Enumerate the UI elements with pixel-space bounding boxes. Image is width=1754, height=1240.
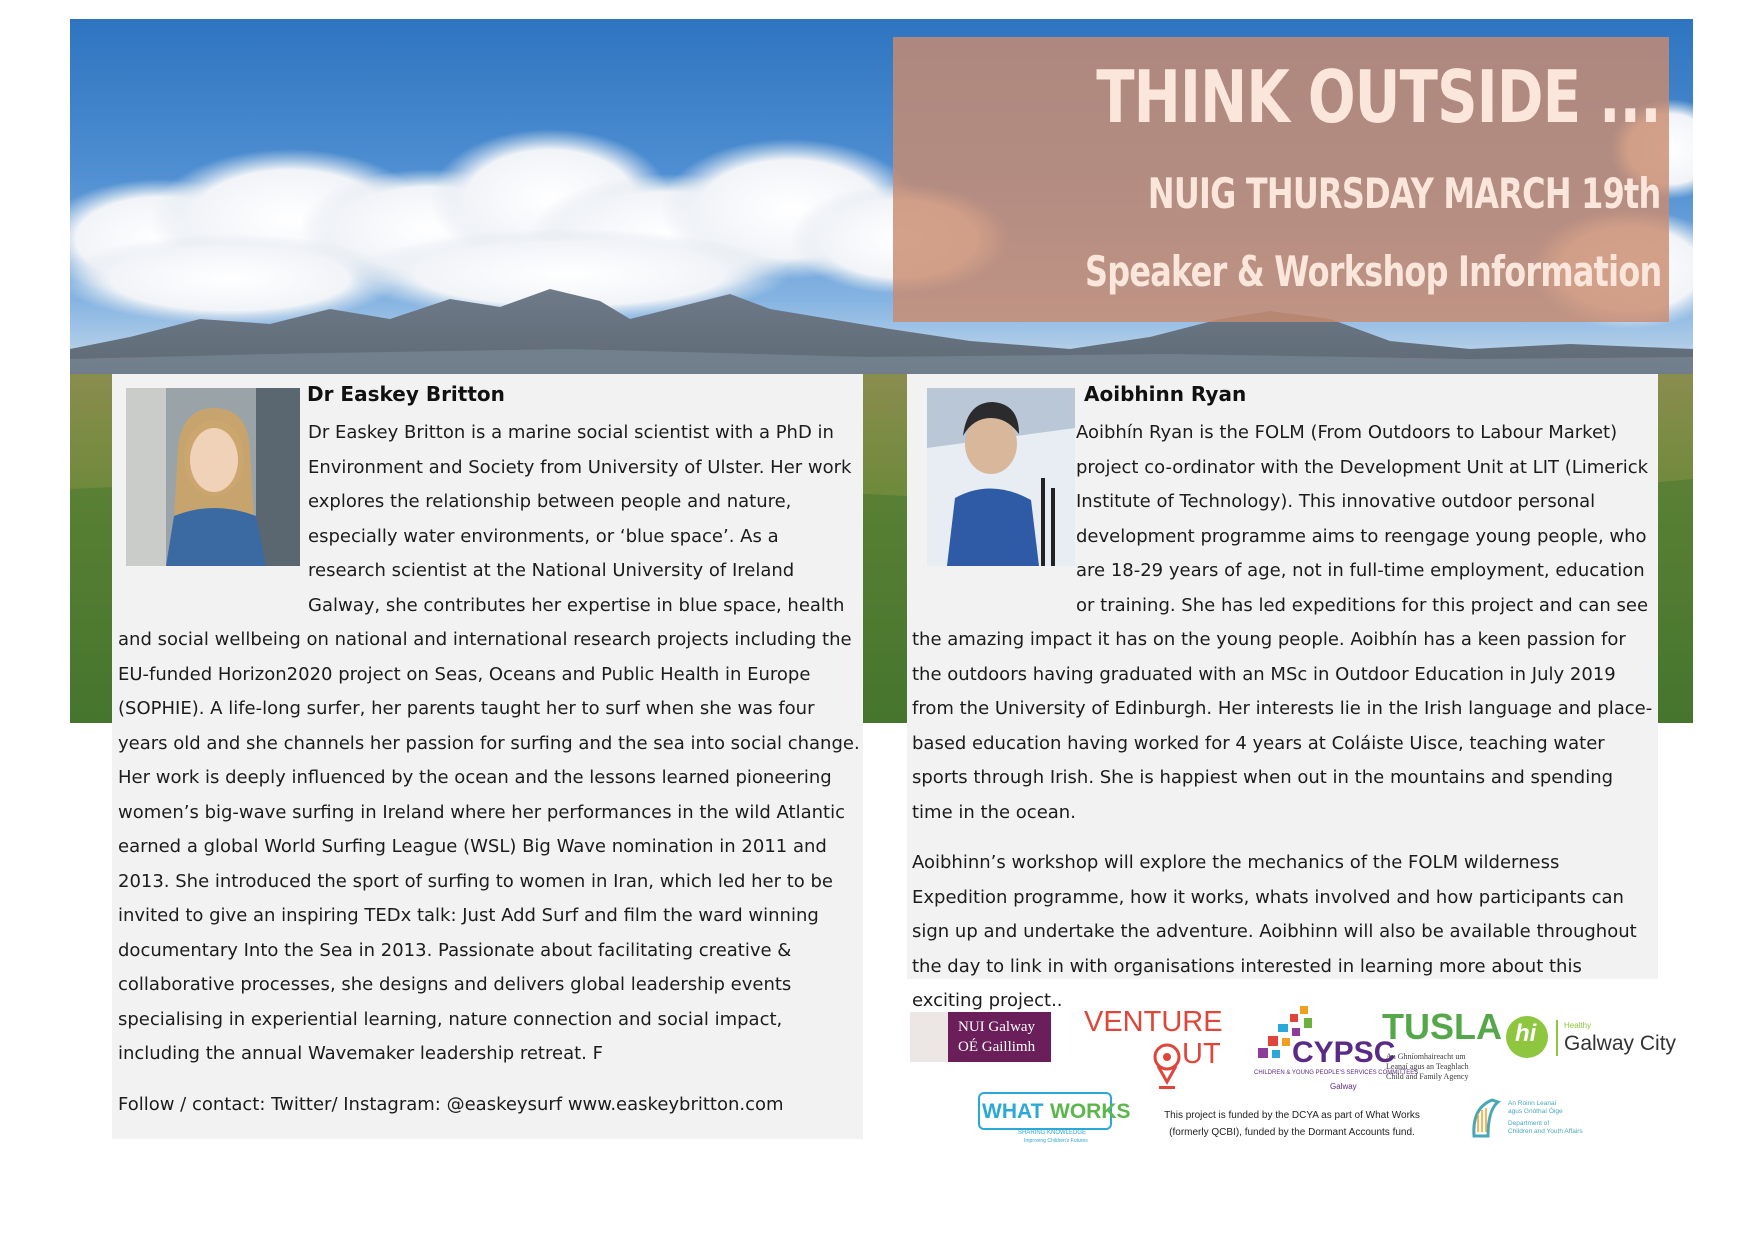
bio-paragraph: Aoibhín Ryan is the FOLM (From Outdoors to Labour Market) project co-ordinator with the Development Unit at LIT (Limerick Institute of Technology). This innovative outdoor personal development programme aims to reengage young people, who are 18-29 years of age, not in full-time employment, education or training. She has led expeditions for this project and can see the amazing impact it has on the young people. Aoibhín has a keen passion for the outdoors having graduated with an MSc in Outdoor Education in July 2019 from the University of Edinburgh. Her interests lie in the Irish language and place-based education having worked for 4 years at Coláiste Uisce, teaching water sports through Irish. She is happiest when out in the mountains and spending time in the ocean.	[912, 422, 1653, 823]
speaker-card-easkey-britton	[112, 374, 863, 1139]
speaker-name: Aoibhinn Ryan	[1084, 382, 1247, 406]
cypsc-logo: CYPSC CHILDREN & YOUNG PEOPLE'S SERVICES COMMITTEES Galway	[1252, 1004, 1362, 1094]
speaker-card-aoibhinn-ryan	[907, 374, 1658, 1011]
subtitle: Speaker & Workshop Information	[1084, 247, 1661, 296]
speaker-name: Dr Easkey Britton	[307, 382, 505, 406]
dcya-logo: An Roinn Leanaí agus Gnóthaí Óige Department of Children and Youth Affairs	[1470, 1096, 1610, 1142]
healthy-galway-city-logo: hi Healthy Galway City	[1506, 1014, 1668, 1064]
contact-line: Follow / contact: Twitter/ Instagram: @easkeysurf www.easkeybritton.com	[118, 1093, 784, 1115]
venture-out-logo: VENTURE UT	[1084, 1006, 1224, 1090]
speaker-bio	[912, 416, 1656, 1019]
event-date-line: NUIG THURSDAY MARCH 19th	[1148, 169, 1661, 218]
funding-note: This project is funded by the DCYA as part of What Works (formerly QCBI), funded by the Dormant Accounts fund.	[1164, 1110, 1420, 1138]
headline: THINK OUTSIDE ...	[1096, 55, 1661, 139]
harp-icon	[1470, 1096, 1504, 1142]
workshop-paragraph: Aoibhinn’s workshop will explore the mechanics of the FOLM wilderness Expedition programme, how it works, whats involved and how participants can sign up and undertake the adventure. Aoibhinn will also be available throughout the day to link in with organisations interested in learning more about this exciting project..	[912, 852, 1637, 1011]
title-panel	[893, 37, 1669, 322]
nui-galway-logo: NUI Galway OÉ Gaillimh	[910, 1012, 1051, 1062]
location-pin-icon	[1152, 1042, 1182, 1090]
bio-paragraph: Dr Easkey Britton is a marine social scientist with a PhD in Environment and Society from University of Ulster. Her work explores the relationship between people and nature, especially water environments, or ‘blue space’. As a research scientist at the National University of Ireland Galway, she contributes her expertise in blue space, health and social wellbeing on national and international research projects including the EU-funded Horizon2020 project on Seas, Oceans and Public Health in Europe (SOPHIE). A life-long surfer, her parents taught her to surf when she was four years old and she channels her passion for surfing and the sea into social change. Her work is deeply influenced by the ocean and the lessons learned pioneering women’s big-wave surfing in Ireland where her performances in the wild Atlantic earned a global World Surfing League (WSL) Big Wave nomination in 2011 and 2013. She introduced the sport of surfing to women in Iran, which led her to be invited to give an inspiring TEDx talk: Just Add Surf and film the ward winning documentary Into the Sea in 2013. Passionate about facilitating creative & collaborative processes, she designs and delivers global leadership events specialising in experiential learning, nature connection and social impact, including the annual Wavemaker leadership retreat. F	[118, 422, 860, 1064]
speaker-bio	[118, 416, 862, 1122]
what-works-logo: WHAT WORKS SHARING KNOWLEDGE Improving Children's Futures	[978, 1088, 1112, 1144]
tusla-logo: TUSLA An Ghníomhaireacht um Leanaí agus an Teaghlach Child and Family Agency	[1382, 1006, 1502, 1081]
